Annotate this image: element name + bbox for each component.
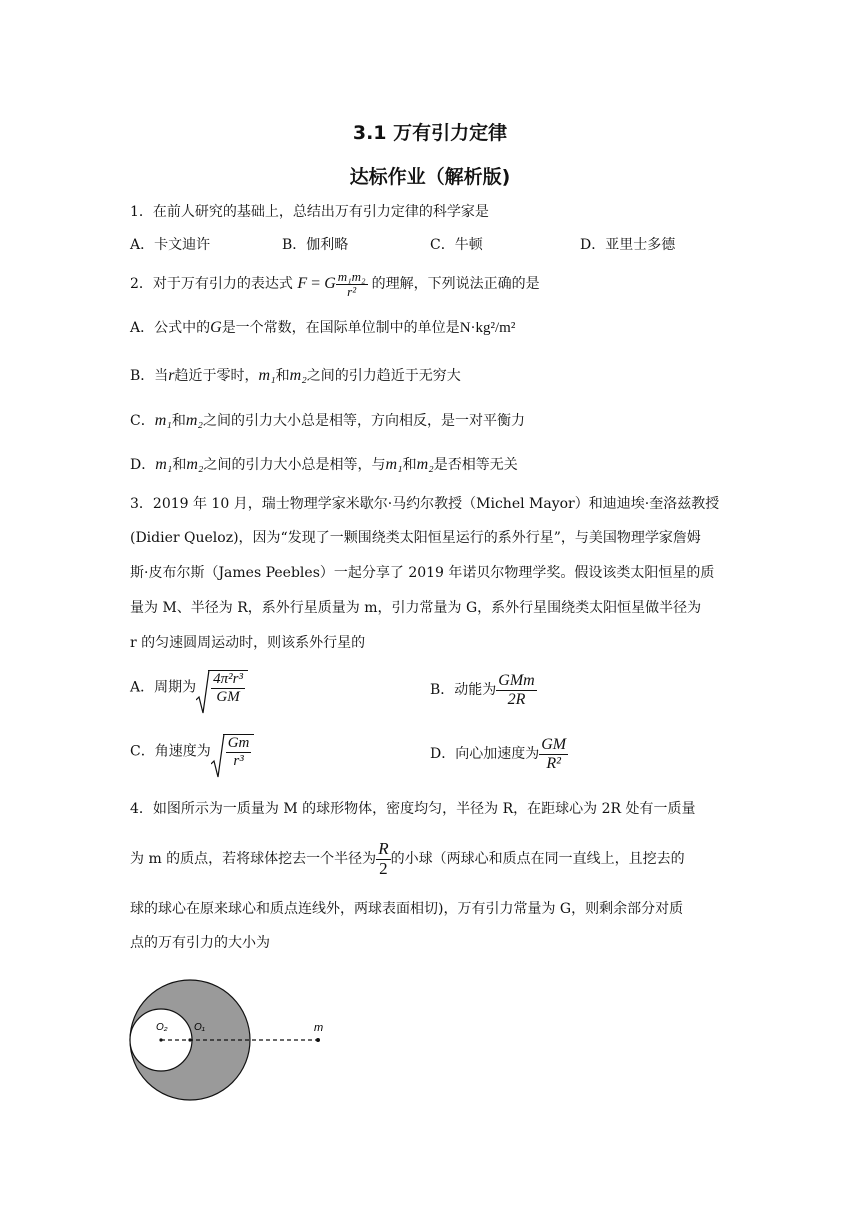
formula-g: G xyxy=(324,275,336,292)
q4-line-1: 4．如图所示为一质量为 M 的球形物体，密度均匀，半径为 R，在距球心为 2R 处有一质量 xyxy=(130,801,696,817)
formula-fraction xyxy=(336,270,368,300)
q2-formula xyxy=(297,268,371,299)
q3-b-label: B．动能为 xyxy=(430,682,497,699)
q3-b-den: 2R xyxy=(507,690,526,708)
q2-c-prefix: C． xyxy=(130,413,155,429)
q4-frac-num: R xyxy=(378,838,389,858)
q4-frac-den: 2 xyxy=(379,858,388,878)
q2-b-prefix: B．当 xyxy=(130,368,169,384)
q2-a-unit: N·kg²/m² xyxy=(459,320,516,336)
sphere-diagram xyxy=(128,978,348,1102)
q2-option-c xyxy=(130,413,525,429)
q3-b-num: GMm xyxy=(498,672,535,689)
q3-c-label: C．角速度为 xyxy=(130,743,211,760)
q3-line-3: 斯·皮布尔斯（James Peebles）一起分享了 2019 年诺贝尔物理学奖。假设该类太阳恒星的质 xyxy=(130,565,715,581)
q3-d-label: D．向心加速度为 xyxy=(430,746,540,763)
q3-a-den: GM xyxy=(216,688,240,705)
q3-option-d xyxy=(430,736,568,772)
page-subtitle: 达标作业（解析版) xyxy=(349,166,511,188)
q2-d-m1b: m₁ xyxy=(385,456,403,473)
q1-stem: 1．在前人研究的基础上，总结出万有引力定律的科学家是 xyxy=(130,204,489,220)
q2-b-symbol: r xyxy=(168,367,175,384)
q1-option-a: A．卡文迪许 xyxy=(130,237,211,253)
q3-line-2: (Didier Queloz)，因为“发现了一颗围绕类太阳恒星运行的系外行星”，与美国物理学家詹姆 xyxy=(130,530,701,546)
q2-b-text: 趋近于零时， xyxy=(174,368,259,384)
q2-c-m1: m₁ xyxy=(154,412,172,429)
q2-stem-suffix: 的理解，下列说法正确的是 xyxy=(371,276,540,292)
page-title: 3.1 万有引力定律 xyxy=(352,122,508,144)
q2-a-text: 是一个常数，在国际单位制中的单位是 xyxy=(221,320,460,336)
q2-c-suffix: 之间的引力大小总是相等，方向相反，是一对平衡力 xyxy=(202,413,525,429)
q3-d-num: GM xyxy=(541,736,567,753)
q2-d-and2: 和 xyxy=(402,457,417,473)
q3-line-5: r 的匀速圆周运动时，则该系外行星的 xyxy=(130,635,366,651)
q3-c-num: Gm xyxy=(227,735,250,751)
q2-b-m1: m₁ xyxy=(258,367,276,384)
sqrt-sign xyxy=(196,670,248,705)
q2-b-and: 和 xyxy=(275,368,290,384)
q2-stem-prefix: 2．对于万有引力的表达式 xyxy=(130,276,293,292)
q2-stem xyxy=(130,266,540,302)
q3-option-c xyxy=(130,734,254,769)
q1-option-c: C．牛顿 xyxy=(430,237,483,253)
q2-d-m2: m₂ xyxy=(186,456,204,473)
q2-c-m2: m₂ xyxy=(185,412,203,429)
q3-line-4: 量为 M、半径为 R，系外行星质量为 m，引力常量为 G，系外行星围绕类太阳恒星做半径为 xyxy=(130,600,702,616)
q3-d-den: R² xyxy=(546,754,561,772)
q4-line-4: 点的万有引力的大小为 xyxy=(130,935,270,951)
q1-option-b: B．伽利略 xyxy=(282,237,349,253)
o2-label: O₂ xyxy=(156,1022,168,1033)
q3-a-num: 4π²r³ xyxy=(213,671,243,687)
q2-option-a xyxy=(130,320,515,336)
formula-num: m₁m₂ xyxy=(337,268,366,284)
q2-d-m2b: m₂ xyxy=(416,456,434,473)
formula-den: r² xyxy=(347,283,357,299)
q2-d-suffix: 是否相等无关 xyxy=(433,457,518,473)
sphere-figure xyxy=(128,978,348,1106)
q4-line-2-suffix: 的小球（两球心和质点在同一直线上，且挖去的 xyxy=(390,851,685,867)
m-label: m xyxy=(314,1022,324,1034)
q4-line-3: 球的球心在原来球心和质点连线外，两球表面相切)，万有引力常量为 G，则剩余部分对质 xyxy=(130,901,684,917)
q2-d-and: 和 xyxy=(172,457,187,473)
mass-point xyxy=(316,1038,320,1042)
q2-option-b xyxy=(130,368,461,384)
q2-d-prefix: D． xyxy=(130,457,156,473)
o1-point xyxy=(188,1038,191,1041)
o2-point xyxy=(159,1038,162,1041)
o1-label: O₁ xyxy=(194,1022,205,1033)
formula-eq: = xyxy=(311,275,321,292)
q2-b-suffix: 之间的引力趋近于无穷大 xyxy=(306,368,461,384)
q2-option-d xyxy=(130,457,518,473)
sqrt-sign xyxy=(211,734,255,769)
q2-d-m1: m₁ xyxy=(155,456,173,473)
q4-line-2-prefix: 为 m 的质点，若将球体挖去一个半径为 xyxy=(130,851,377,867)
q2-a-symbol: G xyxy=(210,319,222,336)
q3-c-den: r³ xyxy=(233,752,244,769)
q2-b-m2: m₂ xyxy=(289,367,307,384)
q3-line-1: 3．2019 年 10 月，瑞士物理学家米歇尔·马约尔教授（Michel Mayor）和迪迪埃·奎洛兹教授 xyxy=(130,496,720,512)
q3-a-label: A．周期为 xyxy=(130,679,197,696)
q2-d-text: 之间的引力大小总是相等，与 xyxy=(203,457,386,473)
formula-f: F xyxy=(297,275,308,292)
q3-option-a xyxy=(130,670,248,705)
q1-option-d: D．亚里士多德 xyxy=(580,237,676,253)
q2-a-prefix: A．公式中的 xyxy=(130,320,211,336)
q3-option-b xyxy=(430,672,537,708)
q2-c-and: 和 xyxy=(171,413,186,429)
q4-line-2 xyxy=(130,836,685,882)
